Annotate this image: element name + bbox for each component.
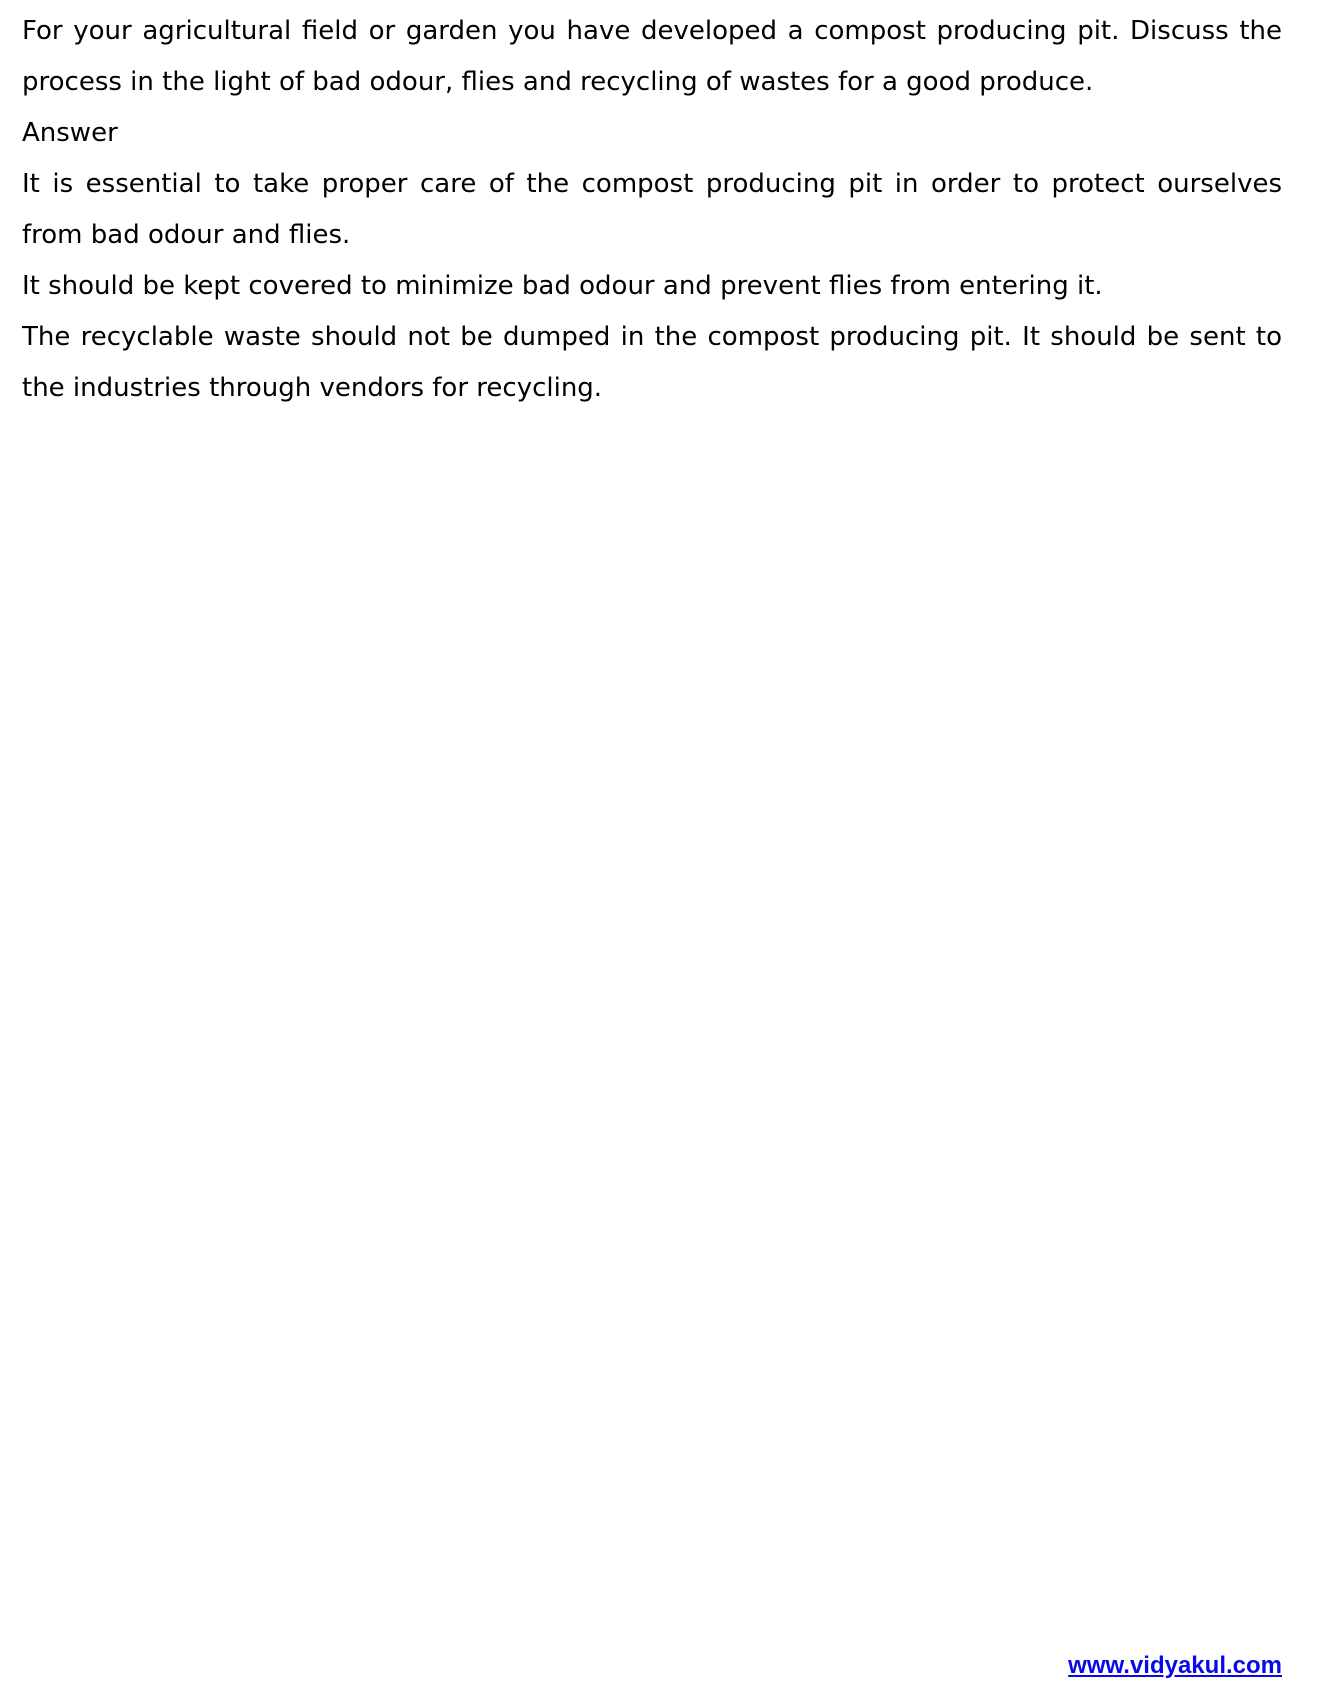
website-link[interactable]: www.vidyakul.com	[1068, 1652, 1282, 1679]
document-body	[22, 6, 1282, 414]
question-text: For your agricultural field or garden you have developed a compost producing pit. Discuss the process in the light of bad odour, flies and recycling of wastes for a good produce.	[22, 16, 1282, 97]
answer-paragraph-3: The recyclable waste should not be dumped in the compost producing pit. It should be sent to the industries through vendors for recycling.	[22, 322, 1282, 403]
answer-paragraph-1: It is essential to take proper care of the compost producing pit in order to protect ourselves from bad odour and flies.	[22, 169, 1282, 250]
answer-heading: Answer	[22, 118, 118, 148]
answer-paragraph-2: It should be kept covered to minimize bad odour and prevent flies from entering it.	[22, 271, 1103, 301]
